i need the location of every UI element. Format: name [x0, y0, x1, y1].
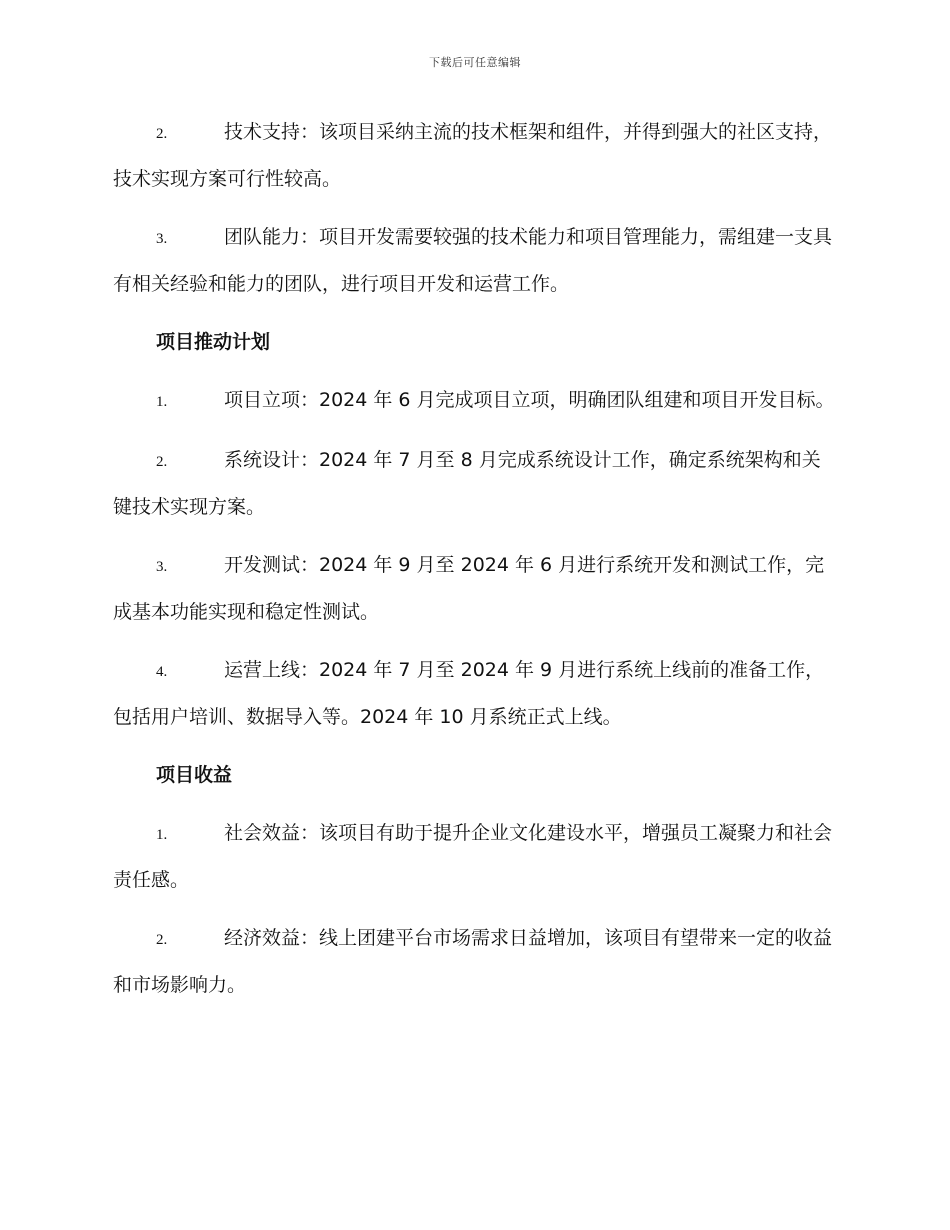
list-item: [113, 916, 835, 1008]
list-item-text: 技术支持：该项目采纳主流的技术框架和组件，并得到强大的社区支持，技术实现方案可行性较高。: [113, 121, 833, 190]
list-item-number: 1.: [156, 827, 168, 843]
list-item-number: 4.: [156, 664, 168, 680]
list-item-text: 运营上线：2024 年 7 月至 2024 年 9 月进行系统上线前的准备工作，包括用户培训、数据导入等。2024 年 10 月系统正式上线。: [113, 659, 825, 728]
list-item: [113, 438, 835, 530]
list-item-text: 项目立项：2024 年 6 月完成项目立项，明确团队组建和项目开发目标。: [224, 389, 835, 411]
document-body: [113, 110, 835, 1021]
list-item: [113, 110, 835, 202]
list-item: [113, 215, 835, 307]
page-header-note: 下载后可任意编辑: [429, 56, 521, 69]
list-item: [113, 648, 835, 740]
list-item: [113, 811, 835, 903]
list-item-text: 开发测试：2024 年 9 月至 2024 年 6 月进行系统开发和测试工作，完成基本功能实现和稳定性测试。: [113, 554, 825, 623]
list-item-number: 3.: [156, 231, 168, 247]
list-item-number: 2.: [156, 932, 168, 948]
section-heading-benefits: 项目收益: [156, 764, 233, 786]
list-item-text: 经济效益：线上团建平台市场需求日益增加，该项目有望带来一定的收益和市场影响力。: [113, 927, 833, 996]
list-item: [113, 378, 835, 425]
list-item-number: 3.: [156, 559, 168, 575]
list-item: [113, 543, 835, 635]
list-item-number: 2.: [156, 126, 168, 142]
list-item-text: 团队能力：项目开发需要较强的技术能力和项目管理能力，需组建一支具有相关经验和能力的团队，进行项目开发和运营工作。: [113, 226, 833, 295]
list-item-text: 系统设计：2024 年 7 月至 8 月完成系统设计工作，确定系统架构和关键技术实现方案。: [113, 449, 821, 518]
section-heading-plan: 项目推动计划: [156, 331, 271, 353]
list-item-text: 社会效益：该项目有助于提升企业文化建设水平，增强员工凝聚力和社会责任感。: [113, 822, 833, 891]
list-item-number: 1.: [156, 394, 168, 410]
list-item-number: 2.: [156, 454, 168, 470]
